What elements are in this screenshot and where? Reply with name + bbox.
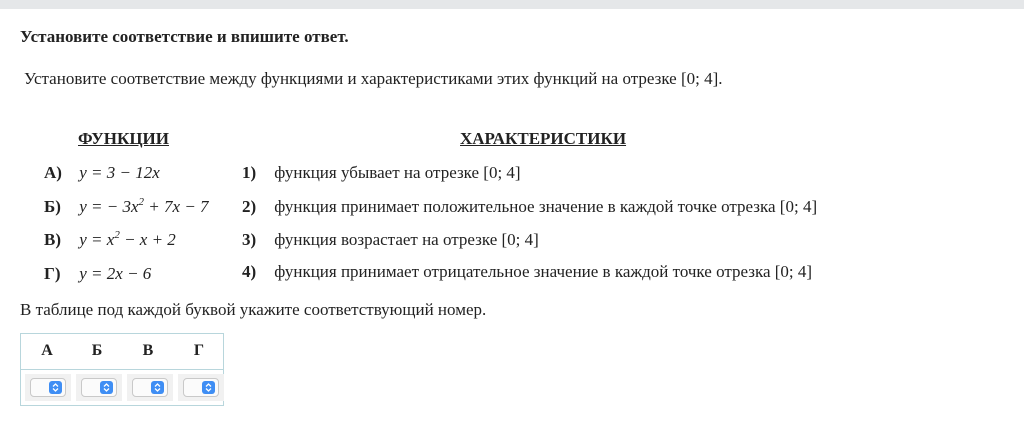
function-row	[44, 163, 160, 183]
column-header-g: Г	[193, 342, 205, 359]
characteristic-row	[242, 262, 812, 282]
column-header-a: А	[41, 342, 53, 359]
formula-part: y = − 3x	[79, 197, 139, 216]
function-label: А)	[44, 163, 62, 182]
characteristic-text: функция возрастает на отрезке [0; 4]	[274, 230, 539, 249]
function-formula	[79, 163, 160, 182]
select-arrows-icon	[151, 381, 164, 394]
function-row	[44, 230, 176, 250]
formula-part: y = 3 − 12x	[79, 163, 160, 182]
characteristic-row	[242, 230, 539, 250]
characteristic-text: функция убывает на отрезке [0; 4]	[274, 163, 521, 182]
formula-part: − x + 2	[119, 230, 176, 249]
question-text: Установите соответствие между функциями и характеристиками этих функций на отрезке [0; 4].	[24, 69, 723, 88]
select-arrows-icon	[100, 381, 113, 394]
function-label: Б)	[44, 197, 61, 216]
select-arrows-icon	[49, 381, 62, 394]
answer-select-v[interactable]	[132, 378, 168, 397]
formula-part: y = 2x − 6	[79, 264, 152, 283]
characteristic-text: функция принимает положительное значение в каждой точке отрезка [0; 4]	[274, 197, 818, 216]
answer-select-a[interactable]	[30, 378, 66, 397]
characteristic-number: 1)	[242, 163, 257, 182]
answer-table	[20, 333, 224, 406]
formula-exponent: 2	[114, 229, 120, 241]
select-arrows-icon	[202, 381, 215, 394]
characteristic-text: функция принимает отрицательное значение в каждой точке отрезка [0; 4]	[274, 262, 813, 281]
characteristic-number: 2)	[242, 197, 257, 216]
functions-header: ФУНКЦИИ	[78, 129, 170, 148]
formula-part: + 7x − 7	[144, 197, 209, 216]
function-formula	[79, 264, 151, 283]
answer-select-g[interactable]	[183, 378, 219, 397]
function-formula	[79, 197, 208, 216]
function-row	[44, 197, 209, 217]
column-header-b: Б	[91, 342, 103, 359]
formula-part: y = x	[79, 230, 115, 249]
column-header-v: В	[142, 342, 154, 359]
task-instruction: Установите соответствие и впишите ответ.	[20, 27, 349, 46]
top-bar	[0, 0, 1024, 9]
characteristic-row	[242, 163, 521, 183]
characteristic-number: 4)	[242, 262, 257, 281]
formula-exponent: 2	[138, 196, 145, 208]
function-label: В)	[44, 230, 61, 249]
characteristic-row	[242, 197, 817, 217]
characteristics-header: ХАРАКТЕРИСТИКИ	[460, 129, 627, 148]
characteristic-number: 3)	[242, 230, 257, 249]
function-row	[44, 264, 151, 284]
answer-select-b[interactable]	[81, 378, 117, 397]
table-caption: В таблице под каждой буквой укажите соответствующий номер.	[20, 300, 487, 319]
function-formula	[79, 230, 176, 249]
function-label: Г)	[44, 264, 61, 283]
